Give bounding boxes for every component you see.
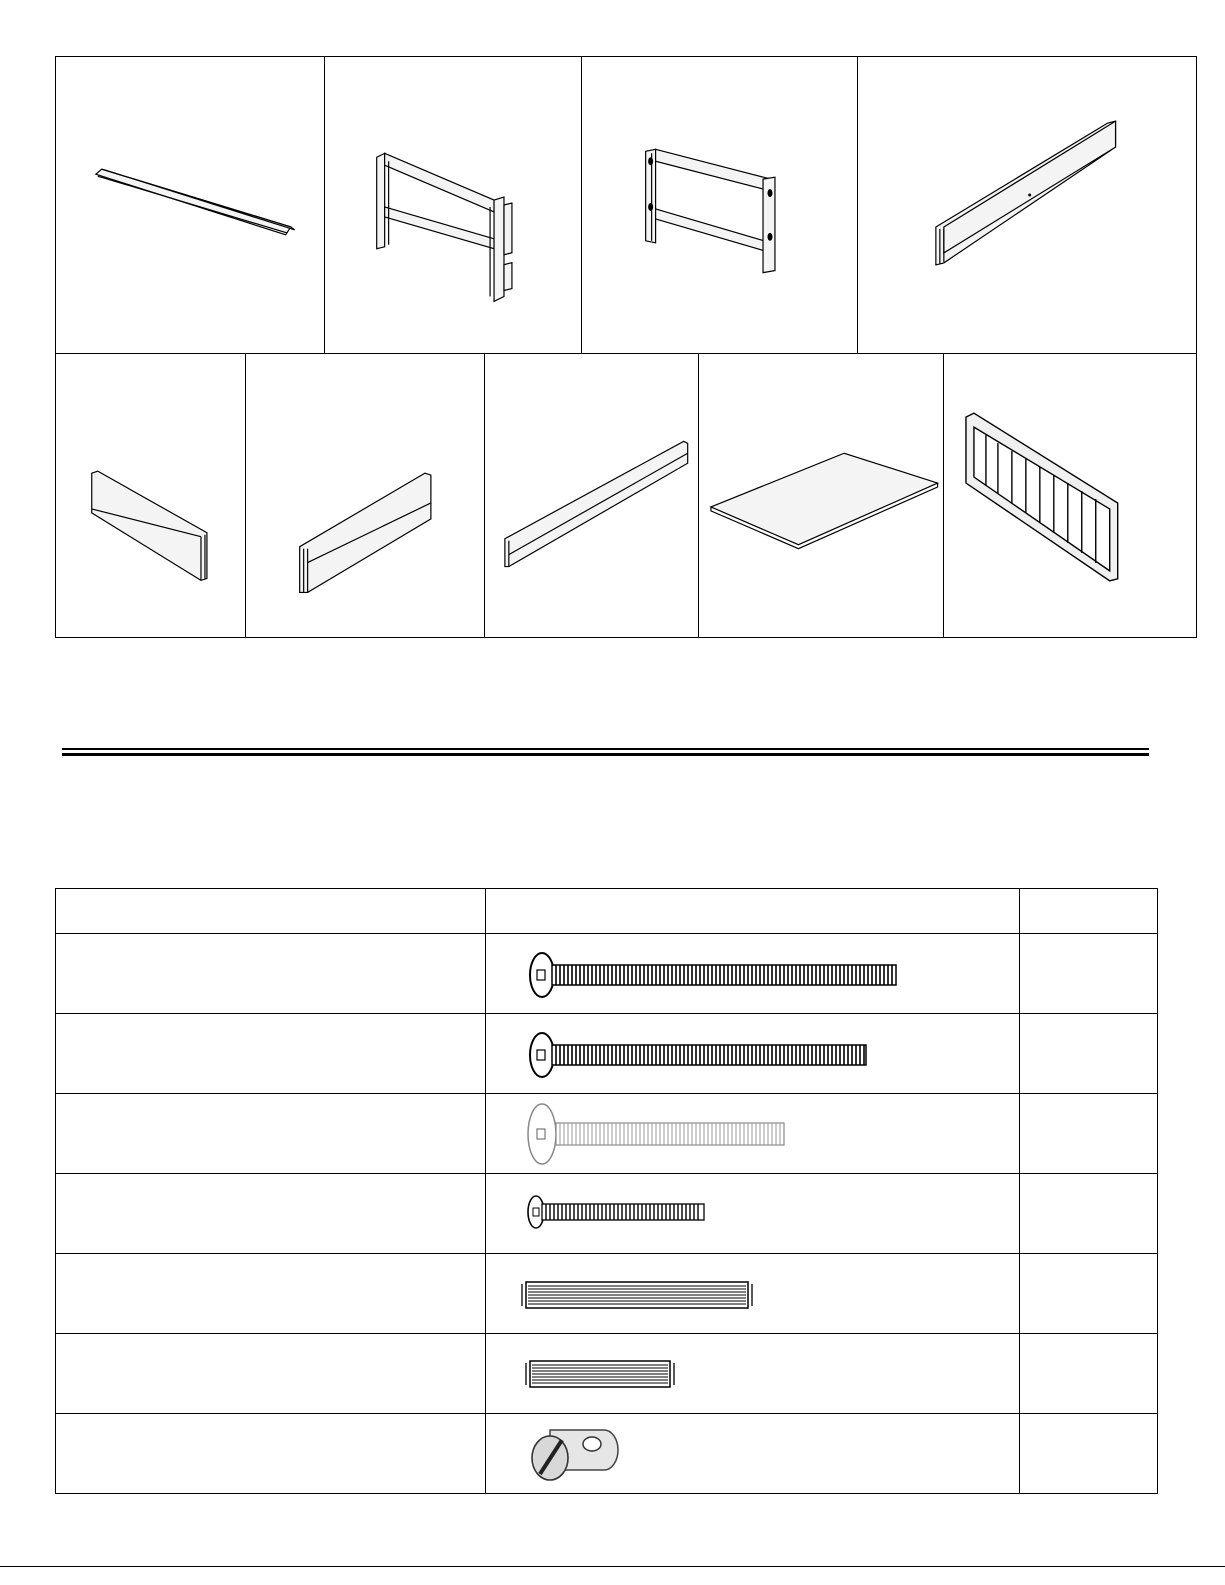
- long-wood-dowel-icon: [486, 1254, 1020, 1333]
- barrel-nut-icon: [486, 1414, 1020, 1493]
- hardware-image-cell: [486, 1094, 1020, 1174]
- short-panel-right-icon: [246, 353, 485, 637]
- table-row: [56, 1174, 1158, 1254]
- header-description: [56, 889, 486, 934]
- hardware-quantity: [1020, 1334, 1158, 1414]
- end-frame-icon: [582, 57, 857, 353]
- hardware-description: [56, 1094, 486, 1174]
- table-row: [56, 1334, 1158, 1414]
- part-cell-rail-bar: [56, 57, 325, 353]
- hardware-description: [56, 1014, 486, 1094]
- part-cell-short-panel-right: [246, 353, 486, 637]
- short-hex-bolt-icon: [486, 1174, 1020, 1253]
- table-row: [56, 934, 1158, 1014]
- short-panel-left-icon: [56, 353, 245, 637]
- hardware-quantity: [1020, 934, 1158, 1014]
- part-cell-end-frame: [582, 57, 858, 353]
- medium-hex-bolt-icon: [486, 1014, 1020, 1093]
- hardware-description: [56, 934, 486, 1014]
- section-divider-top: [62, 748, 1149, 750]
- long-panel-icon: [858, 57, 1196, 353]
- hardware-quantity: [1020, 1174, 1158, 1254]
- hardware-quantity: [1020, 1254, 1158, 1334]
- hardware-image-cell: [486, 1254, 1020, 1334]
- table-row: [56, 1414, 1158, 1494]
- part-cell-slatted-guard-rail: [944, 353, 1196, 637]
- section-divider-bottom: [62, 753, 1149, 756]
- hardware-quantity: [1020, 1414, 1158, 1494]
- hardware-image-cell: [486, 1414, 1020, 1494]
- part-cell-flat-board: [699, 353, 945, 637]
- part-cell-long-panel: [858, 57, 1196, 353]
- header-quantity: [1020, 889, 1158, 934]
- hardware-table-header: [56, 889, 1158, 934]
- flat-board-icon: [699, 353, 944, 637]
- hex-bolt-icon: [486, 1094, 1020, 1173]
- slatted-guard-rail-icon: [944, 353, 1196, 637]
- part-cell-short-panel-left: [56, 353, 246, 637]
- part-cell-side-frame: [325, 57, 583, 353]
- part-cell-long-board: [485, 353, 699, 637]
- table-row: [56, 1014, 1158, 1094]
- hardware-image-cell: [486, 934, 1020, 1014]
- footer-rule: [0, 1566, 1225, 1567]
- hardware-image-cell: [486, 1014, 1020, 1094]
- parts-row-2: [56, 353, 1196, 637]
- rail-bar-icon: [56, 57, 324, 353]
- short-wood-dowel-icon: [486, 1334, 1020, 1413]
- hardware-quantity: [1020, 1014, 1158, 1094]
- long-hex-bolt-icon: [486, 934, 1020, 1013]
- table-row: [56, 1254, 1158, 1334]
- long-board-icon: [485, 353, 698, 637]
- hardware-image-cell: [486, 1334, 1020, 1414]
- hardware-image-cell: [486, 1174, 1020, 1254]
- hardware-description: [56, 1414, 486, 1494]
- parts-grid: [55, 56, 1197, 638]
- side-frame-icon: [325, 57, 582, 353]
- hardware-description: [56, 1254, 486, 1334]
- hardware-table: [55, 888, 1158, 1494]
- hardware-description: [56, 1334, 486, 1414]
- hardware-quantity: [1020, 1094, 1158, 1174]
- hardware-description: [56, 1174, 486, 1254]
- parts-row-1: [56, 57, 1196, 354]
- header-image: [486, 889, 1020, 934]
- table-row: [56, 1094, 1158, 1174]
